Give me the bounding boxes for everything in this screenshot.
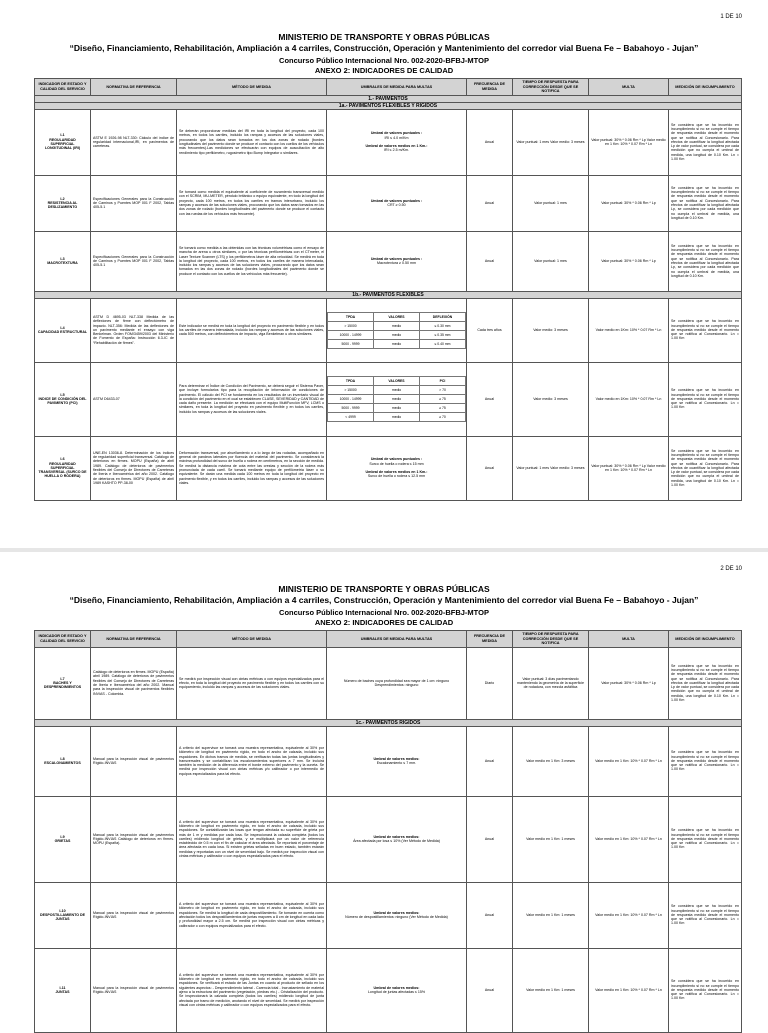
table-row [35, 948, 742, 1032]
project-title: “Diseño, Financiamiento, Rehabilitación, Ampliación a 4 carriles, Construcción, Operación y Mantenimiento del corredor vial Buena Fe – Babahoyo - Jujan” [69, 43, 699, 53]
frecuencia-cell: Anual [467, 436, 513, 500]
table-row [35, 231, 742, 291]
umbral-cell [327, 362, 467, 436]
ministry-title: MINISTERIO DE TRANSPORTE Y OBRAS PÚBLICAS [278, 584, 490, 594]
umbral-cell: Umbral de valores medios: Escalonamiento ≤ 7 mm. [327, 726, 467, 796]
tiempo-cell: Valor medio: 3 meses [513, 298, 589, 362]
umbral-cell: Umbral de valores puntuales : Macrotextura ≥ 0.50 mm [327, 231, 467, 291]
table-row [35, 726, 742, 796]
norma-cell: ASTM E 1926-98 NLT-330: Cálculo del índice de regularidad internacional,IRI, en pavimentos de carreteras. [91, 109, 177, 175]
metodo-cell: Para determinar el Índice de Condición del Pavimento, se deberá seguir el Sistema Paver, que incluye formularios tipo para la recopilación de información de condiciones de pavimento. El cálculo del PCI se fundamenta en los resultados de un inventario visual de la condición del pavimento en el cual se establecen CLASE, SEVERIDAD y CANTIDAD de cada daño presente. La medición se efectuará con el equipo MultiFunción MFV, LCMS o similares, en toda la longitud del proyecto en pavimento flexible y en todos los carriles, incluido los rampas y accesos de las soluciones viales. [177, 362, 327, 436]
metodo-cell: Se deberán proporcionar medidas del IRI en toda la longitud del proyecto, cada 100 metros, en todos los carriles, incluido los rampas y accesos de las soluciones viales, procurando que los datos sean tomados en los dos zonas de rodado (bordes longitudinales del pavimento donde se produce el contacto con los cuellos de los vehículos más frecuentes).Las mediciones se efectuarán con equipos de auscultación de alto rendimiento tipo perfilómetro, rugosímetro tipo Bump Integrator o similares. [177, 109, 327, 175]
col-header-norma: NORMATIVA DE REFERENCIA [91, 79, 177, 96]
col-header-metodo: MÉTODO DE MEDIDA [177, 79, 327, 96]
col-header-frecuencia: FRECUENCIA DE MEDIDA [467, 631, 513, 648]
norma-cell: Manual para la inspección visual de pavimentos Rígido-INVIAS [91, 726, 177, 796]
tiempo-cell: Valor puntual: 1 mes [513, 231, 589, 291]
multa-cell: Valor puntual: 30% * 0.06 Rm * Lp [589, 175, 669, 231]
metodo-cell: A criterio del supervisor se tomará una muestra representativa, equivalente al 30% por kilómetro de longitud en pavimento rígido, en todo el ancho de calzada, incluido sus espaldones. Se contabilizarán las losas que tengan afectada su superficie de grieta por más de 1 m y medidas por cada losa. Se inspeccionará la calzada completa (todos los carriles) midiendo longitud de grieta, y se multiplicará por un valor de referencia establecido de 0.5 m con el fin de calcular el área afectada. Se reportará el porcentaje de área afectada en cada losa. Si existen grietas selladas en buen estado, también estarán medidas y reportadas con un nivel de severidad bajo. Se medirá por inspección visual con cintas métricas y calibrador o con equipos especializados para el efecto. [177, 796, 327, 882]
document-page-2 [0, 552, 768, 1024]
frecuencia-cell: Anual [467, 726, 513, 796]
page-number: 2 DE 10 [720, 566, 742, 572]
incumplimiento-cell: Se considera que se ha incurrido en incumplimiento si no se cumple el tiempo de respuesta medido desde el momento que se notifica al Concesionario. Para efectos de cuantificar la longitud afectada Lp de valor puntual, se considera por cada medición que no cumpla el umbral de medida, una longitud de 0.10 Km. Ln = 1.00 Km [669, 436, 742, 500]
indicator-cell: I-9 GRIETAS [35, 796, 91, 882]
indicator-cell: I-8 ESCALONAMIENTOS [35, 726, 91, 796]
norma-cell: ASTM D6433-07 [91, 362, 177, 436]
indicator-cell: I-4 CAPACIDAD ESTRUCTURAL [35, 298, 91, 362]
col-header-multa: MULTA [589, 79, 669, 96]
section-title: 1.- PAVIMENTOS [35, 95, 742, 102]
tiempo-cell: Valor medio en 1 Km: 1 meses [513, 796, 589, 882]
norma-cell: UNE-EN 13036-8. Determinación de los índices de regularidad superficial transversal. Catálogo de deterioros en firmes. MOPU (España) de abril 1989. Catálogo de deterioros de pavimentos flexibles del Consejo de Directores de Carreteras de Iberia e Iberoamérica del año 2002. Catálogo de deterioros en firmes. MOPU (España) de abril 1989 KASHTO PP-38-00 [91, 436, 177, 500]
metodo-cell: Deformación transversal, por ahuellamiento o a lo largo de las rodadas, acompañado en general de pandeos laterales por fluencia del material del pavimento. Se considerará la máxima profundidad del surco de huella o rodera en centímetros, en la sección de medida. Se medirá la distancia máxima de cota entre las crestas y sección de la rodera más pronunciada de cada carril. Se tomará mediante equipo de perfilómetría láser o su equivalente. Se darán una medida cada 100 metros en toda la longitud del proyecto en pavimento flexible, y en todos los carriles, incluido los rampas y accesos de las soluciones viales. [177, 436, 327, 500]
indicator-cell: I-6 REGULARIDAD SUPERFICIAL TRANSVERSAL (SURCO DE HUELLA O RODERA) [35, 436, 91, 500]
norma-cell: Especificaciones Generales para la Construcción de Caminos y Puentes MOP 001 F 2002, Tablas 405-5.1 [91, 175, 177, 231]
indicator-cell: I-11 JUNTAS [35, 948, 91, 1032]
section-title: 1b.- PAVIMENTOS FLEXIBLES [35, 291, 742, 298]
metodo-cell: Se medirá por inspección visual con cintas métricas o con equipos especializados para el efecto, en toda la longitud del proyecto en pavimento flexible y en todos los carriles con su equipamiento, incluido las rampas y accesos de las soluciones viales. [177, 647, 327, 719]
frecuencia-cell: Anual [467, 109, 513, 175]
incumplimiento-cell: Se considera que se ha incurrido en incumplimiento si no se cumple el tiempo de respuesta medido desde el momento que se notifica al Concesionario. Ln = 1.00 Km [669, 362, 742, 436]
metodo-cell: Se tomará como medida el equivalente al coeficiente de rozamiento transversal medido con el SCRIM, MU-METER, péndulo británico o equipo equivalente, en todo la longitud del proyecto, cada 100 metros, en todos los carriles en tramos interurbano, incluido los rampas y accesos de las soluciones viales, procurando que los datos sean tomados en las dos zonas de rodado (bordes longitudinales del pavimento donde se produce el contacto con las ruedas de los vehículos más frecuente). [177, 175, 327, 231]
incumplimiento-cell: Se considera que se ha incurrido en incumplimiento si no se cumple el tiempo de respuesta medido desde el momento que se notifica al Concesionario. Ln = 1.00 Km [669, 882, 742, 948]
table-row [35, 796, 742, 882]
multa-cell: Valor puntual: 30% * 0.06 Rm * Lp [589, 647, 669, 719]
tiempo-cell: Valor puntual: 1 mes [513, 175, 589, 231]
frecuencia-cell: Anual [467, 362, 513, 436]
frecuencia-cell: Anual [467, 948, 513, 1032]
col-header-metodo: MÉTODO DE MEDIDA [177, 631, 327, 648]
deflection-threshold-table: TPDA VALORES DEFLEXIÓN > 15000 medio ≤ 0.30 mm 10000 - 14999 medio ≤ 0.35 mm 5000 - 9999 medio ≤ 0.40 mm [327, 312, 466, 349]
incumplimiento-cell: Se considera que se ha incurrido en incumplimiento si no se cumple el tiempo de respuesta medido desde el momento que se notifica al Concesionario. Ln = 1.00 Km [669, 948, 742, 1032]
annex-title: ANEXO 2: INDICADORES DE CALIDAD [314, 66, 454, 75]
tiempo-cell: Valor puntual: 1 mes Valor medio: 3 meses [513, 436, 589, 500]
col-header-indicator: INDICADOR DE ESTADO Y CALIDAD DEL SERVICIO [35, 631, 91, 648]
page-number: 1 DE 10 [720, 14, 742, 20]
indicator-cell: I-3 MACROTEXTURA [35, 231, 91, 291]
table-row [35, 109, 742, 175]
norma-cell: Manual para la inspección visual de pavimentos Rígido-INVIAS Catálogo de deterioros en firmes. MOPU (España). [91, 796, 177, 882]
multa-cell: Valor medio en 1Km: 10% * 0.07 Rm * Ln [589, 298, 669, 362]
quality-indicators-table [34, 78, 742, 501]
metodo-cell: A criterio del supervisor se tomará una muestra representativa, equivalente al 30% por kilómetro de longitud en pavimento rígido, en todo el ancho de calzada, incluido sus espaldones. Se verificará el estado de las Juntas en cuanto al producto de sellado en los siguientes aspectos: - Desprendimiento lateral - Carencia total - Incrustamiento de material ajeno a la estructura del pavimento (vegetación, piedras etc.) - Cristalización del producto. Se inspeccionará la calzada completa (todos los carriles) midiendo longitud de junta afectada por tramo de medición, anotando el nivel de severidad. Se medirá por inspección visual con cintas métricas y calibrador o con equipos especializados para el efecto. [177, 948, 327, 1032]
metodo-cell: Este indicador se medirá en toda la longitud del proyecto en pavimento flexible y en todos los carriles de manera intercalada, incluido los rampas y accesos de las soluciones viales, cada 500 metros, con deflectómetros de impacto, viga Benkelman u otros similares. [177, 298, 327, 362]
pci-threshold-table: TPDA VALORES PCI > 15000 medio > 70 10000 - 14999 medio ≥ 75 5000 - 9999 medio ≥ 75 < 4999 medio ≥ 70 [327, 376, 466, 422]
norma-cell: Catálogo de deterioros en firmes. MOPU (España) abril 1989. Catálogo de deterioros de pavimentos flexibles del Consejo de Directores de Carreteras de Iberia e Iberoamérica del año 2002. Manual para la inspección visual de pavimentos flexibles INVIAS - Colombia. [91, 647, 177, 719]
norma-cell: ASTM D 4695-03 NLT-338 Medida de las deflexiones de firme con deflectómetro de impacto. NLT-356: Medida de las deflexiones de un pavimento mediante el ensayo con viga Benkelman. Orden FOM/3459/2003 del Ministerio de Fomento de España: Instrucción 6.3-IC de “Rehabilitación de firmes”. [91, 298, 177, 362]
tiempo-cell: Valor puntual: 3 días pavimentando manteniendo la geometría de la superficie de rodadura, con mezcla asfáltica [513, 647, 589, 719]
section-title: 1c.- PAVIMENTOS RIGIDOS [35, 719, 742, 726]
project-title: “Diseño, Financiamiento, Rehabilitación, Ampliación a 4 carriles, Construcción, Operación y Mantenimiento del corredor vial Buena Fe – Babahoyo - Jujan” [69, 595, 699, 605]
section-title: 1a.- PAVIMENTOS FLEXIBLES Y RIGIDOS [35, 102, 742, 109]
table-row [35, 882, 742, 948]
col-header-tiempo: TIEMPO DE RESPUESTA PARA CORRECCIÓN DESDE QUE SE NOTIFICA [513, 631, 589, 648]
frecuencia-cell: Anual [467, 231, 513, 291]
indicator-cell: I-10 DESPOSTILLAMIENTO DE JUNTAS [35, 882, 91, 948]
col-header-multa: MULTA [589, 631, 669, 648]
multa-cell: Valor puntual: 30% * 0.06 Rm * Lp Valor medio en 1 Km: 10% * 0.07 Rm * Ln [589, 109, 669, 175]
metodo-cell: A criterio del supervisor se tomará una muestra representativa, equivalente al 30% por kilómetro de longitud en pavimento rígido, en todo el ancho de calzada, incluido sus espaldones. Se medirá la longitud de cada despostillamiento. Se tomarán en cuenta como afectación todos los despostillamientos de juntas mayores a 8 cm de longitud en cada lado y profundidad mayor a 2.5 cm. Se medirá por inspección visual con cintas métricas y calibrador o con equipos especializados para el efecto. [177, 882, 327, 948]
incumplimiento-cell: Se considera que se ha incurrido en incumplimiento si no se cumple el tiempo de respuesta medido desde el momento que se notifica al Concesionario. Para efectos de cuantificar la longitud afectada Lp de valor puntual, se considera por cada medición que no cumpla el umbral de medida, una longitud de 0.10 Km. Ln = 1.00 Km [669, 109, 742, 175]
norma-cell: Manual para la inspección visual de pavimentos Rígido-INVIAS [91, 948, 177, 1032]
umbral-cell: Umbral de valores medios: Número de despostillamientos: ninguno (Ver Método de Medida) [327, 882, 467, 948]
col-header-norma: NORMATIVA DE REFERENCIA [91, 631, 177, 648]
frecuencia-cell: Cada tres años [467, 298, 513, 362]
indicator-cell: I-7 BACHES Y DESPRENDIMIENTOS [35, 647, 91, 719]
table-row [35, 436, 742, 500]
norma-cell: Manual para la inspección visual de pavimentos Rígido-INVIAS [91, 882, 177, 948]
table-row [35, 362, 742, 436]
indicator-cell: I-2 RESISTENCIA AL DESLIZAMIENTO [35, 175, 91, 231]
ministry-title: MINISTERIO DE TRANSPORTE Y OBRAS PÚBLICAS [278, 32, 490, 42]
incumplimiento-cell: Se considera que se ha incurrido en incumplimiento si no se cumple el tiempo de respuesta medido desde el momento que se notifica al Concesionario. Para efectos de cuantificar la longitud afectada Lp, se considera por cada medición que no cumpla el umbral de medida, una longitud de 0.10 Km. [669, 231, 742, 291]
umbral-cell: Umbral de valores medios: Longitud de juntas afectadas ≤ 15% [327, 948, 467, 1032]
table-row [35, 647, 742, 719]
tiempo-cell: Valor puntual: 1 mes Valor medio: 3 meses [513, 109, 589, 175]
multa-cell: Valor medio en 1 Km: 10% * 0.07 Rm * Ln [589, 882, 669, 948]
umbral-cell: Umbral de valores medios: Área afectada por losa ≤ 10% (Ver Método de Medida) [327, 796, 467, 882]
umbral-cell [327, 298, 467, 362]
quality-indicators-table [34, 630, 742, 1033]
norma-cell: Especificaciones Generales para la Construcción de Caminos y Puentes MOP 001 F 2002, Tablas 405-5.1 [91, 231, 177, 291]
col-header-indicator: INDICADOR DE ESTADO Y CALIDAD DEL SERVICIO [35, 79, 91, 96]
col-header-frecuencia: FRECUENCIA DE MEDIDA [467, 79, 513, 96]
table-row [35, 298, 742, 362]
col-header-umbrales: UMBRALES DE MEDIDA PARA MULTAS [327, 631, 467, 648]
contest-title: Concurso Público Internacional Nro. 002-2020-BFBJ-MTOP [279, 608, 489, 617]
multa-cell: Valor medio en 1Km: 10% * 0.07 Rm * Ln [589, 362, 669, 436]
table-row [35, 175, 742, 231]
tiempo-cell: Valor medio en 1 Km: 1 meses [513, 948, 589, 1032]
umbral-cell: Umbral de valores puntuales : IRI ≤ 4.0 m/Km Umbral de valores medios en 1 Km.: IRI ≤ 2.5 m/Km. [327, 109, 467, 175]
frecuencia-cell: Anual [467, 796, 513, 882]
indicator-cell: I-1 REGULARIDAD SUPERFICIAL LONGITUDINAL (IRI) [35, 109, 91, 175]
metodo-cell: A criterio del supervisor se tomará una muestra representativa, equivalente al 30% por kilómetro de longitud en pavimento rígido, en todo el ancho de calzada, incluido sus espaldones. En dichos tramos de medida, se verificarán todas las juntas longitudinales y transversales y se contabilizan los escalonamientos superiores a 7 mm. Se incluirá también la medición de la diferencia entre el borde externo del pavimento y la cuneta. Se medirá por inspección visual con cintas métricas y/o calibrador o por intermedio de equipos especializados para tal efecto. [177, 726, 327, 796]
col-header-incumplimiento: MEDICIÓN DE INCUMPLIMIENTO [669, 79, 742, 96]
contest-title: Concurso Público Internacional Nro. 002-2020-BFBJ-MTOP [279, 56, 489, 65]
umbral-cell: Número de baches cuya profundidad sea mayor de 1 cm: ninguno Desprendimientos: ninguno [327, 647, 467, 719]
frecuencia-cell: Diario [467, 647, 513, 719]
tiempo-cell: Valor medio: 3 meses [513, 362, 589, 436]
col-header-incumplimiento: MEDICIÓN DE INCUMPLIMIENTO [669, 631, 742, 648]
incumplimiento-cell: Se considera que se ha incurrido en incumplimiento si no se cumple el tiempo de respuesta medido desde el momento que se notifica al Concesionario. Ln = 1.00 Km [669, 726, 742, 796]
multa-cell: Valor puntual: 30% * 0.06 Rm * Lp Valor medio en 1 Km: 10% * 0.07 Rm * Ln [589, 436, 669, 500]
tiempo-cell: Valor medio en 1 Km: 1 meses [513, 882, 589, 948]
col-header-tiempo: TIEMPO DE RESPUESTA PARA CORRECCIÓN DESDE QUE SE NOTIFICA [513, 79, 589, 96]
frecuencia-cell: Anual [467, 882, 513, 948]
annex-title: ANEXO 2: INDICADORES DE CALIDAD [314, 618, 454, 627]
multa-cell: Valor medio en 1 Km: 10% * 0.07 Rm * Ln [589, 796, 669, 882]
col-header-umbrales: UMBRALES DE MEDIDA PARA MULTAS [327, 79, 467, 96]
incumplimiento-cell: Se considera que se ha incurrido en incumplimiento si no se cumple el tiempo de respuesta medido desde el momento que se notifica al Concesionario. Ln = 1.00 Km [669, 298, 742, 362]
indicator-cell: I-5 INDICE DE CONDICIÓN DEL PAVIMENTO (PCI) [35, 362, 91, 436]
multa-cell: Valor medio en 1 Km: 10% * 0.07 Rm * Ln [589, 948, 669, 1032]
multa-cell: Valor puntual: 30% * 0.06 Rm * Lp [589, 231, 669, 291]
metodo-cell: Se tomará como medida a las obtenidas con las técnicas volumétricas como el ensayo de mancha de arena u otros similares, o por las técnicas perfilométricas con el CTmeter, el Laser Texture Scanner (LTS) y los perfilómetros láser de alta velocidad. Se medirá en toda la longitud del proyecto, cada 100 metros, en todos los carriles de manera intercalada, incluido los rampas y accesos de las soluciones viales, procurando que los datos sean tomados en las dos zonas de rodado (bordes longitudinales del pavimento donde se produce el contacto con los cuellos de los vehículos más frecuente). [177, 231, 327, 291]
tiempo-cell: Valor medio en 1 Km: 3 meses [513, 726, 589, 796]
umbral-cell: Umbral de valores puntuales : Surco de huella o rodera ≤ 15 mm Umbral de valores medios en 1 Km.: Surco de huella o rodera ≤ 12.5 mm [327, 436, 467, 500]
multa-cell: Valor medio en 1 Km: 10% * 0.07 Rm * Ln [589, 726, 669, 796]
incumplimiento-cell: Se considera que se ha incurrido en incumplimiento si no se cumple el tiempo de respuesta medido desde el momento que se notifica al Concesionario. Ln = 1.00 Km [669, 796, 742, 882]
incumplimiento-cell: Se considera que se ha incurrido en incumplimiento si no se cumple el tiempo de respuesta medido desde el momento que se notifica al Concesionario. Para efectos de cuantificar la longitud afectada Lp, se considera por cada medición que no cumpla el umbral de medida, una longitud de 0.10 Km. [669, 175, 742, 231]
frecuencia-cell: Anual [467, 175, 513, 231]
incumplimiento-cell: Se considera que se ha incurrido en incumplimiento si no se cumple el tiempo de respuesta medido desde el momento que se notifica al Concesionario. Para efectos de cuantificar la longitud afectada Lp de valor puntual, se considera por cada medición que no cumpla el umbral de medida, una longitud de 0.10 Km. Ln = 1.00 Km [669, 647, 742, 719]
umbral-cell: Umbral de valores puntuales : CRT ≥ 0.50 [327, 175, 467, 231]
